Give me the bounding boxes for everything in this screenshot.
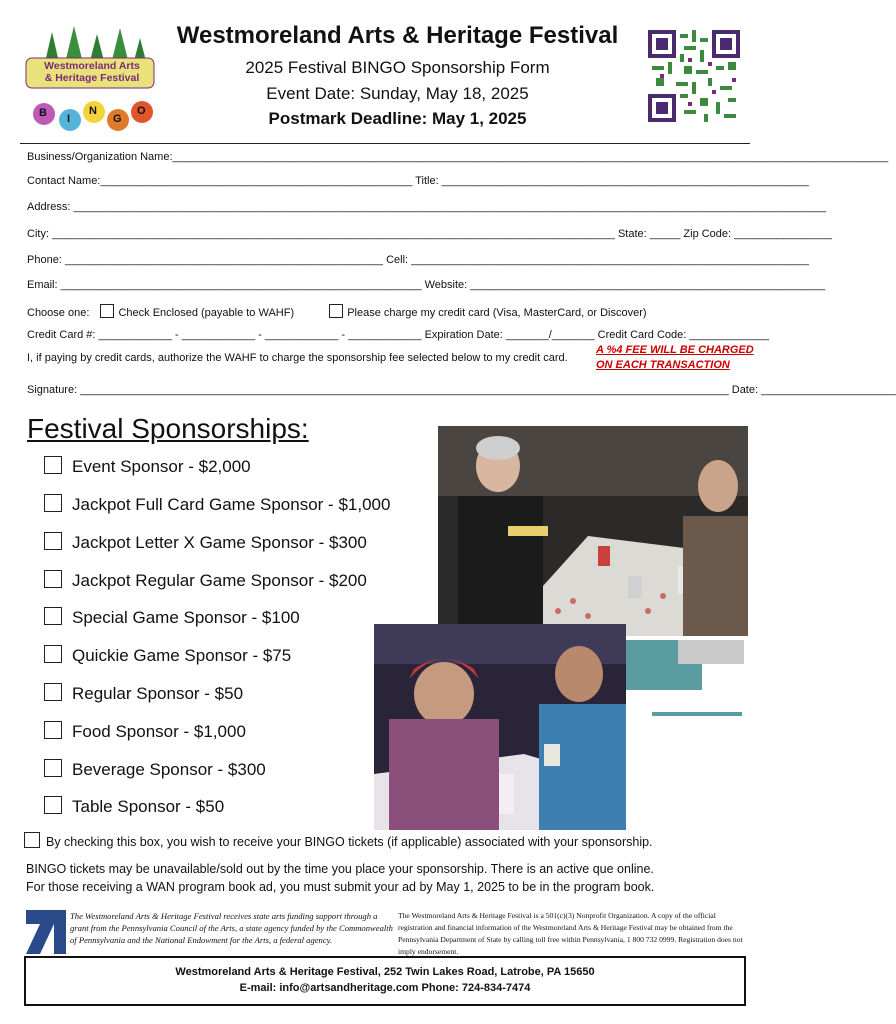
- sponsor-label: Event Sponsor - $2,000: [72, 457, 251, 476]
- sponsor-checkbox[interactable]: [44, 796, 62, 814]
- contact-input[interactable]: ___________________________________________________: [100, 175, 416, 187]
- nonprofit-line-2: registration and financial information of the Westmoreland Arts & Heritage Festival may be obtained from the: [398, 923, 733, 932]
- bingo-youth-photo: [374, 624, 626, 830]
- cell-input[interactable]: _________________________________________________________________: [408, 254, 809, 266]
- tickets-checkbox[interactable]: [24, 832, 40, 848]
- sponsorships-title: Festival Sponsorships:: [27, 413, 309, 444]
- sponsor-checkbox[interactable]: [44, 683, 62, 701]
- form-name: 2025 Festival BINGO Sponsorship Form: [245, 58, 550, 77]
- sponsor-option: [44, 683, 243, 704]
- arts-funding-line-2: grant from the Pennsylvania Council of the Arts, a state agency funded by the Commonwealth: [70, 923, 393, 933]
- title-label: Title:: [415, 175, 439, 187]
- fee-line-1: A %4 FEE WILL BE CHARGED: [596, 344, 754, 356]
- event-date: Event Date: Sunday, May 18, 2025: [266, 84, 529, 103]
- credit-card-row: [27, 328, 769, 342]
- sponsor-checkbox[interactable]: [44, 645, 62, 663]
- note-line-1: BINGO tickets may be unavailable/sold out by the time you place your sponsorship. There is an active que online.: [26, 862, 654, 876]
- email-input[interactable]: ___________________________________________________________: [57, 279, 425, 291]
- nonprofit-note: [398, 910, 743, 958]
- footer-address: Westmoreland Arts & Heritage Festival, 252 Twin Lakes Road, Latrobe, PA 15650: [175, 966, 595, 978]
- bingo-players-photo: [438, 426, 748, 636]
- sponsor-option: [44, 570, 367, 591]
- email-label: Email:: [27, 279, 58, 291]
- sponsor-checkbox[interactable]: [44, 607, 62, 625]
- festival-title: Westmoreland Arts & Heritage Festival: [176, 22, 619, 49]
- note-line-2: For those receiving a WAN program book ad, you must submit your ad by May 1, 2025 to be in the program book.: [26, 880, 655, 894]
- header-rule: [20, 143, 750, 144]
- decor-teal-line: [652, 712, 742, 716]
- sponsor-label: Jackpot Regular Game Sponsor - $200: [72, 571, 367, 590]
- zip-input[interactable]: ________________: [731, 228, 833, 240]
- arts-funding-note: [70, 910, 393, 946]
- sponsor-label: Food Sponsor - $1,000: [72, 722, 246, 741]
- city-row: [27, 227, 833, 241]
- pa-arts-logo: [26, 910, 66, 959]
- contact-footer: [24, 956, 746, 1006]
- city-input[interactable]: ____________________________________________________________________________________________: [49, 228, 618, 240]
- cc-number-label: Credit Card #:: [27, 329, 96, 341]
- sponsor-checkbox[interactable]: [44, 721, 62, 739]
- signature-input[interactable]: __________________________________________________________________________________________________________: [77, 384, 732, 396]
- phone-input[interactable]: ____________________________________________________: [61, 254, 387, 266]
- nonprofit-line-4: imply endorsement.: [398, 947, 459, 956]
- check-enclosed-label: Check Enclosed (payable to WAHF): [118, 307, 295, 319]
- arts-funding-line-1: The Westmoreland Arts & Heritage Festival receives state arts funding support through a: [70, 911, 378, 921]
- sponsor-option: [44, 796, 224, 817]
- sponsor-option: [44, 494, 390, 515]
- sponsor-option: [44, 607, 300, 628]
- contact-row: [27, 174, 809, 188]
- address-row: [27, 200, 826, 214]
- expiration-label: Expiration Date:: [424, 329, 503, 341]
- payment-choice-row: [27, 304, 747, 318]
- sponsor-label: Beverage Sponsor - $300: [72, 760, 266, 779]
- sponsor-checkbox[interactable]: [44, 456, 62, 474]
- sponsor-option: [44, 721, 246, 742]
- logo-letter-g: G: [113, 113, 122, 125]
- qr-code[interactable]: [648, 30, 740, 122]
- state-label: State:: [617, 228, 647, 240]
- sponsor-label: Quickie Game Sponsor - $75: [72, 646, 292, 665]
- logo-letter-i: I: [67, 113, 71, 125]
- authorize-text: I, if paying by credit cards, authorize the WAHF to charge the sponsorship fee selected below to my credit card.: [27, 352, 568, 364]
- postmark-deadline: Postmark Deadline: May 1, 2025: [268, 109, 527, 128]
- signature-label: Signature:: [27, 384, 78, 396]
- fee-line-2: ON EACH TRANSACTION: [596, 359, 730, 371]
- state-input[interactable]: _____: [646, 228, 684, 240]
- sponsor-option: [44, 645, 291, 666]
- date-input[interactable]: ______________________: [758, 384, 896, 396]
- sponsor-checkbox[interactable]: [44, 532, 62, 550]
- check-enclosed-checkbox[interactable]: [100, 304, 114, 318]
- address-label: Address:: [27, 201, 71, 213]
- logo-letter-b: B: [39, 107, 47, 119]
- zip-label: Zip Code:: [683, 228, 732, 240]
- business-input[interactable]: _____________________________________________________________________________________________________________________: [172, 151, 889, 163]
- sponsor-option: [44, 759, 266, 780]
- contact-label: Contact Name:: [27, 175, 101, 187]
- title-input[interactable]: ____________________________________________________________: [438, 175, 809, 187]
- sponsor-option: [44, 532, 367, 553]
- credit-card-label: Please charge my credit card (Visa, MasterCard, or Discover): [347, 307, 647, 319]
- sponsor-checkbox[interactable]: [44, 759, 62, 777]
- website-label: Website:: [424, 279, 468, 291]
- business-label: Business/Organization Name:: [27, 151, 173, 163]
- decor-gray-block: [678, 640, 744, 664]
- logo-letter-o: O: [137, 105, 146, 117]
- sponsor-checkbox[interactable]: [44, 570, 62, 588]
- logo-line-1: Westmoreland Arts: [44, 60, 140, 72]
- phone-row: [27, 253, 809, 267]
- cc-code-label: Credit Card Code:: [597, 329, 687, 341]
- sponsor-checkbox[interactable]: [44, 494, 62, 512]
- sponsor-label: Jackpot Full Card Game Sponsor - $1,000: [72, 495, 391, 514]
- cell-label: Cell:: [386, 254, 409, 266]
- sponsor-label: Table Sponsor - $50: [72, 797, 225, 816]
- expiration-input[interactable]: _______/_______: [502, 329, 598, 341]
- cc-number-input[interactable]: ____________ - ____________ - ____________ - ____________: [95, 329, 425, 341]
- business-row: [27, 150, 889, 164]
- sponsor-label: Jackpot Letter X Game Sponsor - $300: [72, 533, 367, 552]
- logo-letter-n: N: [89, 105, 97, 117]
- email-row: [27, 278, 826, 292]
- footer-contact: E-mail: info@artsandheritage.com Phone: 724-834-7474: [239, 982, 531, 994]
- phone-label: Phone:: [27, 254, 62, 266]
- sponsor-label: Regular Sponsor - $50: [72, 684, 244, 703]
- signature-row: [27, 383, 896, 397]
- address-input[interactable]: ___________________________________________________________________________________________________________________________: [70, 201, 826, 213]
- date-label: Date:: [731, 384, 759, 396]
- tickets-label: By checking this box, you wish to receive your BINGO tickets (if applicable) associated with your sponsorship.: [46, 835, 653, 849]
- credit-card-checkbox[interactable]: [329, 304, 343, 318]
- logo-line-2: & Heritage Festival: [44, 72, 140, 84]
- arts-funding-line-3: of Pennsylvania and the National Endowment for the Arts, a federal agency.: [70, 935, 333, 945]
- sponsor-option: [44, 456, 251, 477]
- nonprofit-line-3: Pennsylvania Department of State by calling toll free within Pennsylvania, 1 800 732 0999. Registration does not: [398, 935, 743, 944]
- tickets-row: [24, 832, 653, 849]
- city-label: City:: [27, 228, 49, 240]
- choose-label: Choose one:: [27, 307, 90, 319]
- fee-warning: [596, 343, 754, 373]
- sponsor-label: Special Game Sponsor - $100: [72, 608, 300, 627]
- nonprofit-line-1: The Westmoreland Arts & Heritage Festival is a 501(c)(3) Nonprofit Organization. A copy of the official: [398, 911, 716, 920]
- cc-code-input[interactable]: _____________: [686, 329, 769, 341]
- website-input[interactable]: __________________________________________________________: [467, 279, 826, 291]
